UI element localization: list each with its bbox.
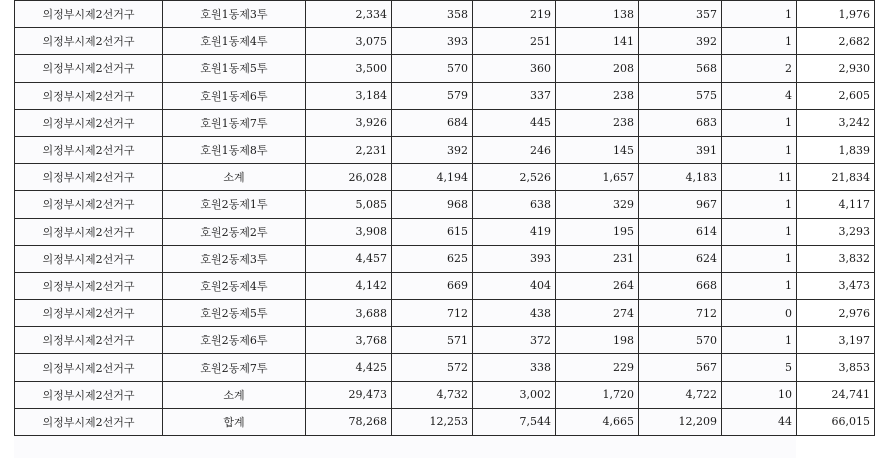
election-results-table [14,0,875,436]
col3-cell: 3,688 [306,300,392,327]
col9-cell: 1,976 [797,1,875,28]
col7-cell: 683 [639,109,722,136]
col9-cell: 3,197 [797,327,875,354]
col3-cell: 3,184 [306,82,392,109]
district-cell: 의정부시제2선거구 [15,218,163,245]
district-cell: 의정부시제2선거구 [15,164,163,191]
col7-cell: 668 [639,272,722,299]
col8-cell: 1 [722,245,797,272]
col5-cell: 372 [473,327,556,354]
col3-cell: 4,457 [306,245,392,272]
col6-cell: 264 [556,272,639,299]
col3-cell: 3,926 [306,109,392,136]
col6-cell: 145 [556,136,639,163]
district-cell: 의정부시제2선거구 [15,28,163,55]
col3-cell: 4,425 [306,354,392,381]
col9-cell: 2,682 [797,28,875,55]
col5-cell: 337 [473,82,556,109]
col8-cell: 2 [722,55,797,82]
col8-cell: 1 [722,272,797,299]
table-row [15,354,875,381]
table-row [15,191,875,218]
col8-cell: 1 [722,109,797,136]
col5-cell: 438 [473,300,556,327]
col4-cell: 579 [392,82,473,109]
district-cell: 의정부시제2선거구 [15,1,163,28]
col3-cell: 3,908 [306,218,392,245]
polling-station-cell: 호원1동제7투 [163,109,306,136]
col5-cell: 404 [473,272,556,299]
district-cell: 의정부시제2선거구 [15,300,163,327]
col5-cell: 219 [473,1,556,28]
table-row [15,82,875,109]
col9-cell: 2,605 [797,82,875,109]
col3-cell: 3,500 [306,55,392,82]
col7-cell: 575 [639,82,722,109]
col8-cell: 11 [722,164,797,191]
polling-station-cell: 호원1동제8투 [163,136,306,163]
col9-cell: 3,293 [797,218,875,245]
table-row [15,381,875,408]
col5-cell: 360 [473,55,556,82]
col4-cell: 968 [392,191,473,218]
col4-cell: 393 [392,28,473,55]
district-cell: 의정부시제2선거구 [15,136,163,163]
col8-cell: 44 [722,408,797,435]
polling-station-cell: 합계 [163,408,306,435]
district-cell: 의정부시제2선거구 [15,354,163,381]
polling-station-cell: 소계 [163,381,306,408]
col9-cell: 2,976 [797,300,875,327]
district-cell: 의정부시제2선거구 [15,272,163,299]
col8-cell: 1 [722,1,797,28]
col8-cell: 1 [722,28,797,55]
col9-cell: 3,853 [797,354,875,381]
col7-cell: 392 [639,28,722,55]
polling-station-cell: 호원1동제3투 [163,1,306,28]
polling-station-cell: 소계 [163,164,306,191]
col6-cell: 1,720 [556,381,639,408]
col8-cell: 10 [722,381,797,408]
col5-cell: 251 [473,28,556,55]
table-row [15,327,875,354]
table-row [15,55,875,82]
table-row [15,109,875,136]
col7-cell: 357 [639,1,722,28]
col6-cell: 208 [556,55,639,82]
col7-cell: 391 [639,136,722,163]
col6-cell: 138 [556,1,639,28]
table-row [15,408,875,435]
col8-cell: 1 [722,136,797,163]
col5-cell: 393 [473,245,556,272]
col9-cell: 4,117 [797,191,875,218]
table-row [15,218,875,245]
col5-cell: 3,002 [473,381,556,408]
col4-cell: 625 [392,245,473,272]
col4-cell: 712 [392,300,473,327]
district-cell: 의정부시제2선거구 [15,327,163,354]
col4-cell: 12,253 [392,408,473,435]
col6-cell: 4,665 [556,408,639,435]
col5-cell: 338 [473,354,556,381]
polling-station-cell: 호원2동제7투 [163,354,306,381]
col7-cell: 570 [639,327,722,354]
col5-cell: 246 [473,136,556,163]
col7-cell: 12,209 [639,408,722,435]
col7-cell: 4,722 [639,381,722,408]
col9-cell: 2,930 [797,55,875,82]
col9-cell: 3,242 [797,109,875,136]
col7-cell: 624 [639,245,722,272]
col3-cell: 78,268 [306,408,392,435]
col6-cell: 141 [556,28,639,55]
polling-station-cell: 호원2동제4투 [163,272,306,299]
col4-cell: 392 [392,136,473,163]
col5-cell: 419 [473,218,556,245]
col4-cell: 669 [392,272,473,299]
col6-cell: 238 [556,109,639,136]
district-cell: 의정부시제2선거구 [15,191,163,218]
col5-cell: 7,544 [473,408,556,435]
col3-cell: 26,028 [306,164,392,191]
col6-cell: 195 [556,218,639,245]
col6-cell: 274 [556,300,639,327]
col3-cell: 4,142 [306,272,392,299]
district-cell: 의정부시제2선거구 [15,82,163,109]
col4-cell: 572 [392,354,473,381]
col6-cell: 231 [556,245,639,272]
polling-station-cell: 호원1동제5투 [163,55,306,82]
col6-cell: 329 [556,191,639,218]
col3-cell: 2,334 [306,1,392,28]
col7-cell: 568 [639,55,722,82]
table-row [15,300,875,327]
col9-cell: 3,832 [797,245,875,272]
polling-station-cell: 호원1동제4투 [163,28,306,55]
col4-cell: 570 [392,55,473,82]
col7-cell: 567 [639,354,722,381]
col3-cell: 5,085 [306,191,392,218]
col4-cell: 4,194 [392,164,473,191]
col9-cell: 21,834 [797,164,875,191]
table-row [15,136,875,163]
col5-cell: 638 [473,191,556,218]
col8-cell: 1 [722,327,797,354]
col8-cell: 0 [722,300,797,327]
col4-cell: 571 [392,327,473,354]
col3-cell: 3,768 [306,327,392,354]
polling-station-cell: 호원2동제2투 [163,218,306,245]
district-cell: 의정부시제2선거구 [15,381,163,408]
col8-cell: 1 [722,218,797,245]
scanned-table-page [14,0,870,458]
table-body [15,1,875,436]
col6-cell: 229 [556,354,639,381]
col6-cell: 238 [556,82,639,109]
col4-cell: 4,732 [392,381,473,408]
polling-station-cell: 호원1동제6투 [163,82,306,109]
polling-station-cell: 호원2동제1투 [163,191,306,218]
table-row [15,245,875,272]
col9-cell: 1,839 [797,136,875,163]
col8-cell: 1 [722,191,797,218]
district-cell: 의정부시제2선거구 [15,55,163,82]
col8-cell: 4 [722,82,797,109]
col9-cell: 66,015 [797,408,875,435]
col4-cell: 358 [392,1,473,28]
col7-cell: 712 [639,300,722,327]
col4-cell: 684 [392,109,473,136]
col3-cell: 2,231 [306,136,392,163]
col7-cell: 967 [639,191,722,218]
table-row [15,272,875,299]
col3-cell: 3,075 [306,28,392,55]
col7-cell: 614 [639,218,722,245]
col3-cell: 29,473 [306,381,392,408]
col5-cell: 2,526 [473,164,556,191]
col6-cell: 198 [556,327,639,354]
col4-cell: 615 [392,218,473,245]
district-cell: 의정부시제2선거구 [15,109,163,136]
district-cell: 의정부시제2선거구 [15,245,163,272]
col6-cell: 1,657 [556,164,639,191]
district-cell: 의정부시제2선거구 [15,408,163,435]
polling-station-cell: 호원2동제5투 [163,300,306,327]
polling-station-cell: 호원2동제6투 [163,327,306,354]
col9-cell: 24,741 [797,381,875,408]
table-row [15,1,875,28]
table-row [15,28,875,55]
col8-cell: 5 [722,354,797,381]
polling-station-cell: 호원2동제3투 [163,245,306,272]
col7-cell: 4,183 [639,164,722,191]
col5-cell: 445 [473,109,556,136]
table-row [15,164,875,191]
col9-cell: 3,473 [797,272,875,299]
